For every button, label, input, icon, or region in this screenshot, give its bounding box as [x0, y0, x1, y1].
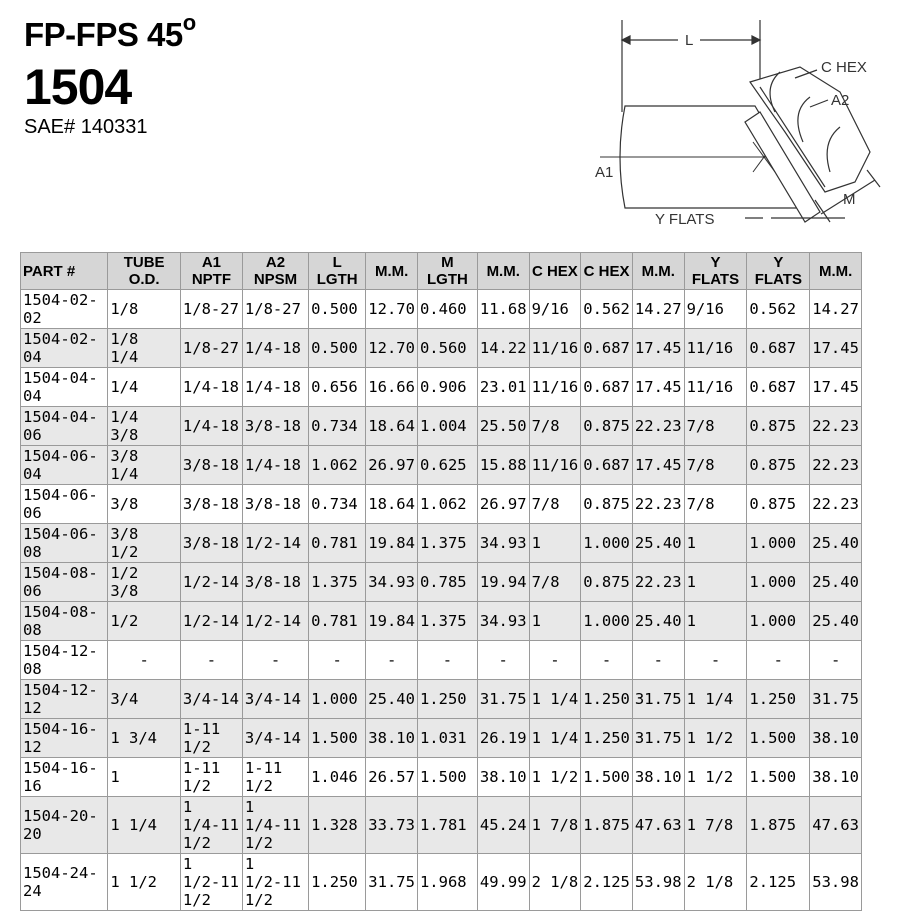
table-cell: 1/2-14 [180, 602, 242, 641]
table-row [21, 524, 862, 563]
table-cell: 1-11 1/2 [180, 758, 242, 797]
table-row [21, 485, 862, 524]
table-cell: 1 1/2 [684, 758, 747, 797]
table-cell: 11/16 [529, 329, 581, 368]
table-cell: 0.875 [747, 446, 810, 485]
table-cell: 38.10 [366, 719, 418, 758]
table-cell: 1/4 3/8 [108, 407, 181, 446]
table-cell: 3/4-14 [180, 680, 242, 719]
table-cell: 1.000 [747, 563, 810, 602]
table-cell: - [684, 641, 747, 680]
table-cell: 3/8-18 [180, 485, 242, 524]
table-cell: 0.500 [309, 329, 366, 368]
table-cell: 1.250 [747, 680, 810, 719]
table-cell: 0.687 [747, 329, 810, 368]
table-cell: 1.500 [417, 758, 477, 797]
table-cell: - [632, 641, 684, 680]
table-cell: 0.875 [581, 485, 633, 524]
table-cell: 1 7/8 [684, 797, 747, 854]
col-header-y-flats-dec: Y FLATS [747, 253, 810, 290]
table-cell: 17.45 [810, 368, 862, 407]
table-cell: 1.062 [417, 485, 477, 524]
col-header-c-hex-mm: M.M. [632, 253, 684, 290]
table-cell: 0.734 [309, 407, 366, 446]
table-cell: 1.375 [417, 524, 477, 563]
table-cell: 1 1/2 [108, 854, 181, 911]
table-cell: 0.562 [581, 290, 633, 329]
table-cell: 1 [529, 602, 581, 641]
table-cell: 1504-16-12 [21, 719, 108, 758]
table-row [21, 446, 862, 485]
l-arrow-right [752, 36, 760, 44]
table-cell: 1/8 1/4 [108, 329, 181, 368]
table-cell: 7/8 [529, 407, 581, 446]
table-cell: 1.500 [747, 758, 810, 797]
table-cell: 1 1/4 [529, 680, 581, 719]
table-cell: 31.75 [366, 854, 418, 911]
table-cell: 47.63 [810, 797, 862, 854]
table-cell: 0.500 [309, 290, 366, 329]
label-l: L [685, 32, 694, 49]
table-cell: 0.875 [581, 563, 633, 602]
table-cell: 47.63 [632, 797, 684, 854]
table-cell: 1/2-14 [242, 524, 308, 563]
table-cell: 34.93 [477, 602, 529, 641]
table-cell: 34.93 [366, 563, 418, 602]
fitting-diagram [585, 12, 885, 237]
table-row [21, 329, 862, 368]
table-cell: 33.73 [366, 797, 418, 854]
table-cell: 0.875 [581, 407, 633, 446]
table-cell: 1.000 [309, 680, 366, 719]
table-cell: 1 [529, 524, 581, 563]
table-cell: 1504-04-04 [21, 368, 108, 407]
table-cell: 1504-06-08 [21, 524, 108, 563]
table-cell: 3/8 1/4 [108, 446, 181, 485]
col-header-c-hex: C HEX [529, 253, 581, 290]
table-cell: 34.93 [477, 524, 529, 563]
col-header-a2: A2 NPSM [242, 253, 308, 290]
table-cell: 31.75 [632, 680, 684, 719]
table-cell: 1.000 [747, 524, 810, 563]
table-cell: 22.23 [632, 563, 684, 602]
label-c-hex: C HEX [821, 59, 867, 76]
table-cell: 1.875 [581, 797, 633, 854]
col-header-l: L LGTH [309, 253, 366, 290]
table-cell: 3/8-18 [242, 563, 308, 602]
table-cell: 2.125 [581, 854, 633, 911]
table-cell: 1/2-14 [242, 602, 308, 641]
table-cell: 2 1/8 [684, 854, 747, 911]
table-cell: 38.10 [632, 758, 684, 797]
table-cell: 9/16 [529, 290, 581, 329]
table-cell: 25.40 [810, 602, 862, 641]
table-cell: 25.40 [366, 680, 418, 719]
spec-table [20, 252, 862, 911]
table-cell: 38.10 [810, 719, 862, 758]
table-cell: 1/2 3/8 [108, 563, 181, 602]
table-cell: 53.98 [632, 854, 684, 911]
table-cell: 25.40 [632, 524, 684, 563]
table-cell: 1 1/2-11 1/2 [242, 854, 308, 911]
table-cell: 11.68 [477, 290, 529, 329]
table-row [21, 758, 862, 797]
table-cell: 14.27 [632, 290, 684, 329]
col-header-y-flats-mm: M.M. [810, 253, 862, 290]
table-cell: 0.906 [417, 368, 477, 407]
table-cell: 1.328 [309, 797, 366, 854]
table-cell: 0.875 [747, 485, 810, 524]
table-cell: 22.23 [810, 485, 862, 524]
table-cell: 3/8 [108, 485, 181, 524]
col-header-l-mm: M.M. [366, 253, 418, 290]
table-cell: 11/16 [684, 329, 747, 368]
table-cell: 0.687 [581, 446, 633, 485]
table-cell: 1 [684, 563, 747, 602]
col-header-c-hex-dec: C HEX [581, 253, 633, 290]
table-cell: 3/8-18 [242, 407, 308, 446]
table-cell: 25.50 [477, 407, 529, 446]
page-title [24, 10, 196, 54]
table-cell: 0.460 [417, 290, 477, 329]
table-cell: - [747, 641, 810, 680]
table-row [21, 290, 862, 329]
table-cell: 7/8 [529, 485, 581, 524]
table-cell: 1-11 1/2 [242, 758, 308, 797]
table-cell: 25.40 [810, 524, 862, 563]
table-cell: - [810, 641, 862, 680]
table-cell: 18.64 [366, 485, 418, 524]
table-cell: 1504-16-16 [21, 758, 108, 797]
table-cell: - [366, 641, 418, 680]
table-cell: - [417, 641, 477, 680]
col-header-m-mm: M.M. [477, 253, 529, 290]
label-y-flats: Y FLATS [655, 211, 715, 228]
sae-number: SAE# 140331 [24, 116, 148, 138]
table-cell: 1.000 [747, 602, 810, 641]
table-cell: 11/16 [529, 368, 581, 407]
table-cell: 22.23 [810, 407, 862, 446]
table-cell: 22.23 [632, 407, 684, 446]
table-cell: 9/16 [684, 290, 747, 329]
table-row [21, 563, 862, 602]
table-cell: 0.781 [309, 602, 366, 641]
table-cell: 1 3/4 [108, 719, 181, 758]
table-cell: 1.250 [417, 680, 477, 719]
col-header-part: PART # [21, 253, 108, 290]
table-cell: 1/4-18 [242, 446, 308, 485]
table-cell: 0.687 [747, 368, 810, 407]
table-cell: 1504-06-04 [21, 446, 108, 485]
part-number: 1504 [24, 59, 132, 115]
table-cell: 0.875 [747, 407, 810, 446]
table-cell: 1 1/4 [529, 719, 581, 758]
table-cell: 1.968 [417, 854, 477, 911]
table-cell: 1 [684, 524, 747, 563]
l-arrow-left [622, 36, 630, 44]
table-cell: 1/4-18 [242, 329, 308, 368]
table-cell: 1 1/4 [684, 680, 747, 719]
table-row [21, 602, 862, 641]
table-cell: 1 1/4 [108, 797, 181, 854]
table-cell: 25.40 [632, 602, 684, 641]
table-cell: 1504-12-12 [21, 680, 108, 719]
table-cell: 16.66 [366, 368, 418, 407]
title-text: FP-FPS 45 [24, 16, 183, 53]
table-cell: 1/2 [108, 602, 181, 641]
table-cell: 1.031 [417, 719, 477, 758]
table-cell: 1-11 1/2 [180, 719, 242, 758]
table-cell: 1/4-18 [242, 368, 308, 407]
table-cell: 26.97 [477, 485, 529, 524]
table-cell: 45.24 [477, 797, 529, 854]
table-cell: 1.004 [417, 407, 477, 446]
table-cell: 26.57 [366, 758, 418, 797]
table-cell: 2 1/8 [529, 854, 581, 911]
table-cell: 3/8-18 [180, 446, 242, 485]
table-cell: 1.500 [309, 719, 366, 758]
table-row [21, 407, 862, 446]
table-cell: 1504-12-08 [21, 641, 108, 680]
table-cell: 17.45 [632, 446, 684, 485]
table-cell: 0.656 [309, 368, 366, 407]
table-cell: 19.84 [366, 524, 418, 563]
degree-mark: o [182, 10, 196, 35]
table-cell: 14.27 [810, 290, 862, 329]
table-cell: 18.64 [366, 407, 418, 446]
table-cell: 1 1/4-11 1/2 [242, 797, 308, 854]
table-cell: 38.10 [810, 758, 862, 797]
table-cell: 3/4-14 [242, 719, 308, 758]
table-cell: 1 1/2-11 1/2 [180, 854, 242, 911]
table-body [21, 290, 862, 911]
table-row [21, 680, 862, 719]
table-cell: 1.046 [309, 758, 366, 797]
table-cell: 19.94 [477, 563, 529, 602]
col-header-y-flats: Y FLATS [684, 253, 747, 290]
table-cell: 14.22 [477, 329, 529, 368]
table-cell: 11/16 [529, 446, 581, 485]
table-cell: 1 1/4-11 1/2 [180, 797, 242, 854]
table-cell: 1504-24-24 [21, 854, 108, 911]
table-row [21, 368, 862, 407]
table-cell: 31.75 [632, 719, 684, 758]
col-header-m: M LGTH [417, 253, 477, 290]
table-cell: 3/8-18 [242, 485, 308, 524]
table-cell: 1.250 [581, 719, 633, 758]
table-cell: 1/8 [108, 290, 181, 329]
table-cell: 15.88 [477, 446, 529, 485]
table-cell: 0.560 [417, 329, 477, 368]
table-cell: 1 7/8 [529, 797, 581, 854]
table-cell: 0.781 [309, 524, 366, 563]
table-cell: 1 [108, 758, 181, 797]
table-cell: 1.000 [581, 602, 633, 641]
table-cell: 7/8 [529, 563, 581, 602]
table-cell: - [108, 641, 181, 680]
table-cell: 1504-06-06 [21, 485, 108, 524]
table-cell: 0.687 [581, 368, 633, 407]
table-cell: 1 [684, 602, 747, 641]
table-cell: 26.97 [366, 446, 418, 485]
table-row [21, 854, 862, 911]
table-cell: 1504-20-20 [21, 797, 108, 854]
table-cell: 1/4-18 [180, 368, 242, 407]
table-cell: 25.40 [810, 563, 862, 602]
table-cell: 7/8 [684, 446, 747, 485]
table-cell: 1.000 [581, 524, 633, 563]
table-cell: - [180, 641, 242, 680]
table-cell: 1.375 [309, 563, 366, 602]
table-cell: 17.45 [632, 329, 684, 368]
table-cell: 1.062 [309, 446, 366, 485]
table-cell: 0.734 [309, 485, 366, 524]
table-cell: 3/4 [108, 680, 181, 719]
table-cell: 31.75 [810, 680, 862, 719]
table-row [21, 797, 862, 854]
table-cell: 11/16 [684, 368, 747, 407]
table-cell: 17.45 [632, 368, 684, 407]
table-cell: 17.45 [810, 329, 862, 368]
table-cell: 1 1/2 [684, 719, 747, 758]
table-cell: 1504-02-02 [21, 290, 108, 329]
table-cell: 38.10 [477, 758, 529, 797]
table-cell: - [529, 641, 581, 680]
table-cell: 1/8-27 [180, 290, 242, 329]
table-cell: 1.375 [417, 602, 477, 641]
col-header-a1: A1 NPTF [180, 253, 242, 290]
table-cell: 49.99 [477, 854, 529, 911]
table-cell: 1/2-14 [180, 563, 242, 602]
table-cell: 0.562 [747, 290, 810, 329]
table-cell: - [242, 641, 308, 680]
table-cell: 1504-02-04 [21, 329, 108, 368]
table-cell: 7/8 [684, 407, 747, 446]
header-row [21, 253, 862, 290]
table-cell: 7/8 [684, 485, 747, 524]
table-cell: 19.84 [366, 602, 418, 641]
col-header-tube-od: TUBE O.D. [108, 253, 181, 290]
table-cell: 0.625 [417, 446, 477, 485]
label-a1: A1 [595, 164, 614, 181]
table-cell: 3/8 1/2 [108, 524, 181, 563]
table-cell: 2.125 [747, 854, 810, 911]
table-cell: 1 1/2 [529, 758, 581, 797]
table-cell: 1.781 [417, 797, 477, 854]
table-cell: 0.687 [581, 329, 633, 368]
table-cell: 12.70 [366, 329, 418, 368]
table-cell: - [581, 641, 633, 680]
table-cell: 53.98 [810, 854, 862, 911]
table-cell: - [477, 641, 529, 680]
label-m: M [843, 191, 856, 208]
table-cell: 3/8-18 [180, 524, 242, 563]
table-cell: 12.70 [366, 290, 418, 329]
table-cell: 23.01 [477, 368, 529, 407]
table-cell: - [309, 641, 366, 680]
table-cell: 1.875 [747, 797, 810, 854]
table-row [21, 641, 862, 680]
table-cell: 1/8-27 [242, 290, 308, 329]
table-cell: 1.500 [747, 719, 810, 758]
table-cell: 1.250 [581, 680, 633, 719]
table-cell: 31.75 [477, 680, 529, 719]
table-cell: 1/4-18 [180, 407, 242, 446]
label-a2: A2 [831, 92, 850, 109]
table-cell: 22.23 [810, 446, 862, 485]
table-cell: 1504-08-08 [21, 602, 108, 641]
table-cell: 1/4 [108, 368, 181, 407]
table-cell: 1504-08-06 [21, 563, 108, 602]
table-cell: 22.23 [632, 485, 684, 524]
table-cell: 3/4-14 [242, 680, 308, 719]
table-cell: 1.500 [581, 758, 633, 797]
table-cell: 0.785 [417, 563, 477, 602]
table-cell: 1504-04-06 [21, 407, 108, 446]
table-cell: 1.250 [309, 854, 366, 911]
table-row [21, 719, 862, 758]
table-cell: 1/8-27 [180, 329, 242, 368]
table-cell: 26.19 [477, 719, 529, 758]
